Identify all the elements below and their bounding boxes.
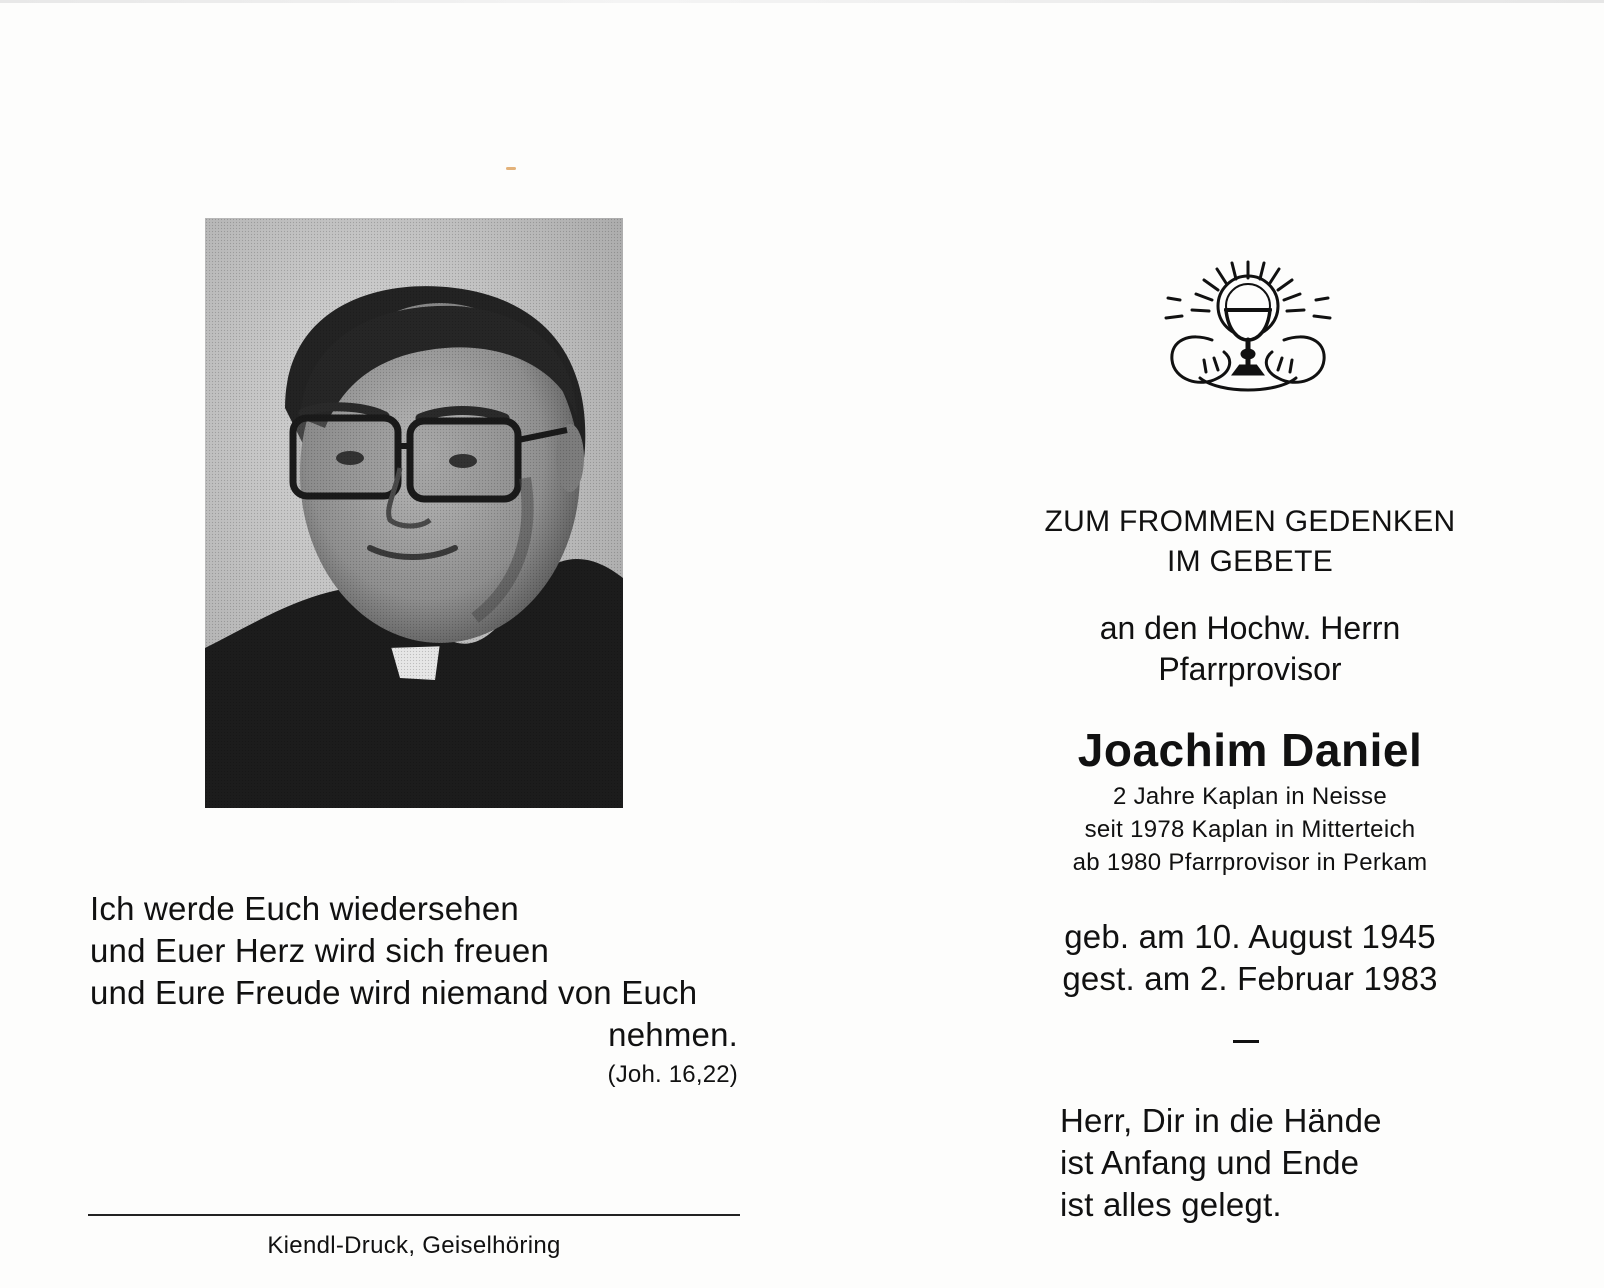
paper-speck: [506, 167, 516, 170]
quote-line: nehmen.: [608, 1016, 738, 1053]
quote-line: und Euer Herz wird sich freuen: [90, 932, 550, 969]
prayer-line: Herr, Dir in die Hände: [1060, 1102, 1382, 1139]
separator-dash: [1233, 1040, 1259, 1043]
paper-edge: [0, 0, 1604, 3]
quote-line: und Eure Freude wird niemand von Euch: [90, 974, 698, 1011]
death-date: gest. am 2. Februar 1983: [1062, 960, 1438, 997]
chalice-with-host-rays-icon: [1160, 248, 1336, 396]
quote-reference: (Joh. 16,22): [607, 1061, 738, 1088]
prayer-line: ist alles gelegt.: [1060, 1186, 1282, 1223]
career-item: 2 Jahre Kaplan in Neisse: [1112, 783, 1388, 810]
closing-prayer: [1060, 1100, 1480, 1226]
divider: [88, 1214, 740, 1216]
prayer-line: ist Anfang und Ende: [1060, 1144, 1360, 1181]
heading-line: IM GEBETE: [1166, 545, 1334, 578]
birth-date: geb. am 10. August 1945: [1064, 918, 1436, 955]
career-item: seit 1978 Kaplan in Mitterteich: [1084, 816, 1416, 843]
life-dates: [980, 916, 1520, 1000]
bible-quote: [90, 888, 740, 1092]
career-list: [980, 780, 1520, 879]
career-item: ab 1980 Pfarrprovisor in Perkam: [1072, 849, 1428, 876]
addressee-line: an den Hochw. Herrn: [1099, 610, 1401, 646]
portrait-photo: [205, 218, 623, 808]
memorial-heading: [980, 502, 1520, 582]
deceased-name: Joachim Daniel: [1077, 724, 1423, 776]
addressee-title: Pfarrprovisor: [1158, 651, 1342, 687]
quote-line: Ich werde Euch wiedersehen: [90, 890, 519, 927]
printer-credit: Kiendl-Druck, Geiselhöring: [267, 1232, 561, 1259]
heading-line: ZUM FROMMEN GEDENKEN: [1044, 505, 1456, 538]
addressee: [980, 608, 1520, 690]
